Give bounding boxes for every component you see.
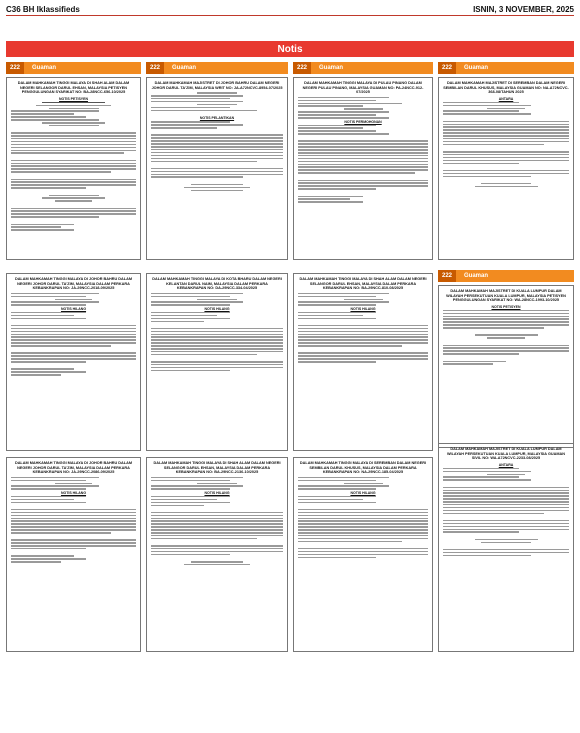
notice-heading: DALAM MAHKAMAH TINGGI MALAYA DI JOHOR BAHRU DALAM NEGERI JOHOR DARUL TA'ZIM, MALAYSIA DALAM PERKARA KEBANKRAPAN NO: JA-29NCC-2018-09/2025	[14, 277, 133, 291]
column-1-top	[6, 62, 141, 260]
notice-subheading: ANTARA	[498, 96, 514, 101]
notice-3	[293, 77, 433, 260]
badge-word: Guaman	[464, 65, 489, 71]
notice-heading: DALAM MAHKAMAH MAJISTRET DI KUALA LUMPUR DALAM WILAYAH PERSEKUTUAN KUALA LUMPUR, MALAYSIA PETISYEN PENGGULUNGAN SYARIKAT NO: WA-28NCC-1993-10/2025	[446, 289, 566, 303]
notice-heading: DALAM MAHKAMAH MAJISTRET DI KUALA LUMPUR DALAM WILAYAH PERSEKUTUAN KUALA LUMPUR, MALAYSIA GUAMAN SIVIL NO: WA-A72NCVC-2233-08/2025	[446, 447, 566, 461]
badge-row	[6, 62, 141, 74]
badge-number: 222	[293, 62, 311, 74]
notice-heading: DALAM MAHKAMAH MAJISTRET DI SEREMBAN DALAM NEGERI SEMBILAN DARUL KHUSUS, MALAYSIA GUAMAN NO: NA-A72NCVC-368-08/TAHUN 2025	[443, 81, 569, 95]
column-3-bottom	[293, 454, 433, 652]
section-title: Notis	[277, 43, 303, 55]
column-2-top	[146, 62, 288, 260]
notice-11	[293, 457, 433, 652]
notice-body	[11, 102, 136, 231]
notice-body	[298, 97, 428, 119]
notice-body	[11, 477, 136, 490]
column-2-bottom	[146, 454, 288, 652]
notice-body	[443, 102, 569, 188]
notice-8	[438, 285, 574, 448]
notice-subheading: NOTIS PELANTIKAN	[199, 116, 235, 121]
notice-subheading: NOTIS PERMOHONAN	[344, 119, 382, 124]
notice-heading: DALAM MAHKAMAH MAJISTRET DI JOHOR BAHRU DALAM NEGERI JOHOR DARUL TA'ZIM, MALAYSIA WRIT NO: JA-A72NCVC-8954-07/2025	[151, 81, 283, 90]
masthead-left: C36 BH Iklassifieds	[6, 4, 80, 14]
notice-body	[11, 293, 136, 306]
notice-heading: DALAM MAHKAMAH TINGGI MALAYA DI SHAH ALAM DALAM NEGERI SELANGOR DARUL EHSAN, MALAYSIA DALAM PERKARA KEBANKRAPAN NO: BA-29NCC-2136-10/2025	[153, 461, 281, 475]
column-4-top	[438, 62, 574, 260]
column-1-bottom	[6, 454, 141, 652]
badge-row	[146, 62, 288, 74]
notice-body	[151, 92, 283, 115]
notice-heading: DALAM MAHKAMAH TINGGI MALAYA DI SHAH ALAM DALAM NEGERI SELANGOR DARUL EHSAN, MALAYSIA DALAM PERKARA KEBANKRAPAN NO: BA-29NCC-810-08/2025	[299, 277, 427, 291]
notice-body	[151, 293, 283, 306]
notice-5	[6, 273, 141, 451]
column-4-bottom	[438, 440, 574, 652]
notice-body	[443, 310, 569, 365]
masthead-rule	[6, 15, 574, 16]
notice-heading: DALAM MAHKAMAH TINGGI MALAYA DI PULAU PINANG DALAM NEGERI PULAU PINANG, MALAYSIA GUAMAN NO: PA-24NCC-912-07/2025	[302, 81, 424, 95]
notice-subheading: NOTIS HILANG	[350, 490, 376, 495]
badge-number: 222	[438, 270, 456, 282]
notice-body	[443, 468, 569, 556]
masthead-date: ISNIN, 3 NOVEMBER, 2025	[473, 4, 574, 14]
notice-body-2	[11, 496, 136, 563]
column-1-mid	[6, 270, 141, 451]
notice-body-2	[298, 496, 428, 558]
notice-body-2	[151, 121, 283, 191]
notice-subheading: NOTIS HILANG	[204, 490, 230, 495]
column-4-mid	[438, 270, 574, 448]
notice-body-2	[151, 312, 283, 371]
notice-4	[438, 77, 574, 260]
column-3-top	[293, 62, 433, 260]
badge-row	[438, 62, 574, 74]
notice-7	[293, 273, 433, 451]
badge-row	[293, 62, 433, 74]
masthead	[6, 3, 574, 15]
notice-body	[151, 477, 283, 490]
notice-body-2	[11, 312, 136, 376]
notice-10	[146, 457, 288, 652]
notice-6	[146, 273, 288, 451]
notice-heading: DALAM MAHKAMAH TINGGI MALAYA DI SEREMBAN DALAM NEGERI SEMBILAN DARUL KHUSUS, MALAYSIA DALAM PERKARA KEBANKRAPAN NO: NA-29NCC-185-04/2025	[299, 461, 427, 475]
column-3-mid	[293, 270, 433, 451]
notice-subheading: NOTIS HILANG	[350, 306, 376, 311]
notice-subheading: ANTARA	[498, 462, 514, 467]
notice-body-2	[298, 312, 428, 363]
badge-number: 222	[6, 62, 24, 74]
notice-subheading: NOTIS PETISYEN	[491, 304, 521, 309]
badge-word: Guaman	[172, 65, 197, 71]
badge-number: 222	[438, 62, 456, 74]
notice-heading: DALAM MAHKAMAH TINGGI MALAYA DI SHAH ALAM DALAM NEGERI SELANGOR DARUL EHSAN, MALAYSIA PETISYEN PENGGULUNGAN SYARIKAT NO: BA-28NCC-656-10/2025	[17, 81, 130, 95]
badge-number: 222	[146, 62, 164, 74]
notice-2	[146, 77, 288, 260]
notice-subheading: NOTIS HILANG	[204, 306, 230, 311]
column-2-mid	[146, 270, 288, 451]
badge-word: Guaman	[464, 273, 489, 279]
notice-9	[6, 457, 141, 652]
notice-heading: DALAM MAHKAMAH TINGGI MALAYA DI KOTA BHARU DALAM NEGERI KELANTAN DARUL NAIM, MALAYSIA DALAM PERKARA KEBANKRAPAN NO: DA-29NCC-334-04/2025	[152, 277, 282, 291]
section-bar	[6, 41, 574, 57]
notice-subheading: NOTIS PETISYEN	[59, 96, 88, 101]
notice-subheading: NOTIS HILANG	[60, 306, 87, 311]
notice-body-2	[298, 125, 428, 203]
badge-word: Guaman	[32, 65, 57, 71]
badge-row	[438, 270, 574, 282]
notice-12	[438, 443, 574, 652]
notice-body	[298, 293, 428, 306]
notice-body-2	[151, 496, 283, 566]
notice-subheading: NOTIS HILANG	[60, 490, 87, 495]
badge-word: Guaman	[319, 65, 344, 71]
notice-body	[298, 477, 428, 490]
notice-heading: DALAM MAHKAMAH TINGGI MALAYA DI JOHOR BAHRU DALAM NEGERI JOHOR DARUL TA'ZIM, MALAYSIA DALAM PERKARA KEBANKRAPAN NO: JA-29NCC-2086-09/2025	[14, 461, 133, 475]
notice-1	[6, 77, 141, 260]
